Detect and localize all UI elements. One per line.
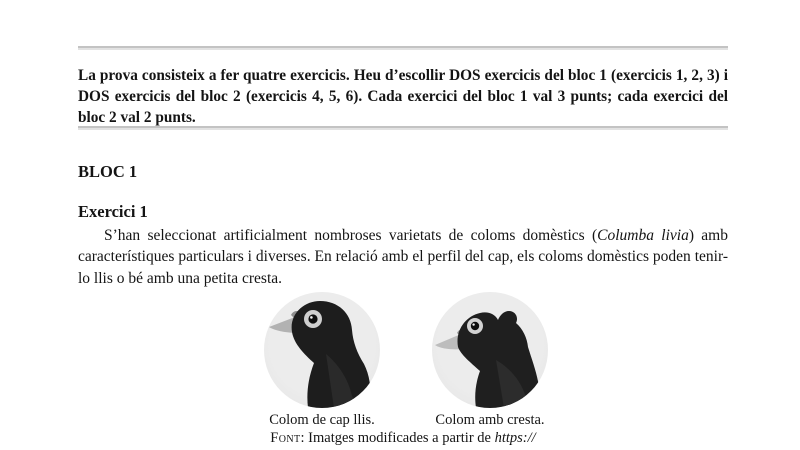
- exercise-title: Exercici 1: [78, 201, 148, 221]
- instructions-paragraph: La prova consisteix a fer quatre exercicis. Heu d’escollir DOS exercicis del bloc 1 (exercicis 1, 2, 3) i DOS exercicis del bloc 2 (exercicis 4, 5, 6). Cada exercici del bloc 1 val 3 punts; cada exercici del bloc 2 val 2 punts.: [78, 67, 728, 127]
- caption-pigeon-crested: Colom amb cresta.: [435, 412, 545, 428]
- exercise-text-before: S’han seleccionat artificialment nombroses varietats de coloms domèstics (: [104, 226, 598, 244]
- pigeon-crested-head-illustration: [432, 292, 548, 408]
- pigeon-smooth-head-image: [264, 292, 380, 408]
- figure-source-line: [78, 429, 728, 447]
- caption-pigeon-smooth: Colom de cap llis.: [269, 412, 375, 428]
- horizontal-rule-bottom: [78, 126, 728, 130]
- exercise-text-after: ) amb característiques particulars i diverses. En relació amb el perfil del cap, els coloms domèstics poden tenir-lo llis o bé amb una petita cresta.: [78, 226, 728, 287]
- section-title: BLOC 1: [78, 161, 138, 181]
- exercise-paragraph: [78, 225, 728, 290]
- species-name-italic: Columba livia: [597, 226, 689, 244]
- source-label: Font: [270, 430, 301, 446]
- source-text: : Imatges modificades a partir de: [300, 430, 495, 446]
- horizontal-rule-top: [78, 46, 728, 50]
- source-url-link[interactable]: https://: [494, 430, 536, 446]
- pigeon-smooth-head-illustration: [264, 292, 380, 408]
- pigeon-crested-head-image: [432, 292, 548, 408]
